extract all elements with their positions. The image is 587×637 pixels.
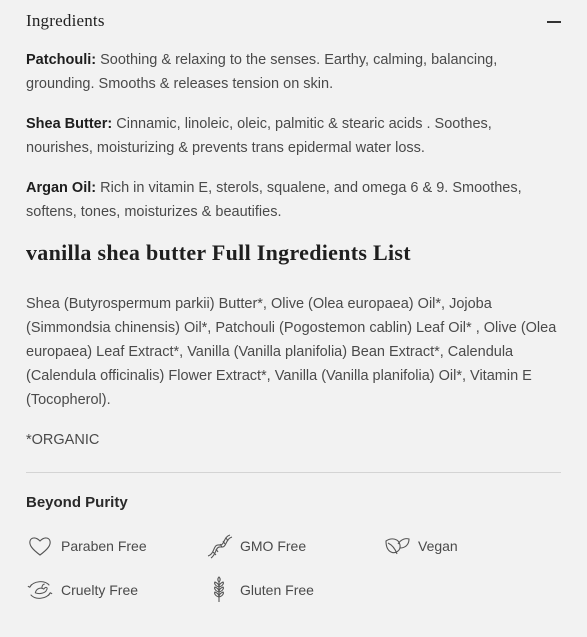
badge-label: Vegan bbox=[418, 538, 458, 554]
benefit-name: Argan Oil: bbox=[26, 180, 97, 196]
wheat-icon bbox=[205, 576, 233, 604]
dna-icon bbox=[205, 532, 233, 560]
benefit-name: Shea Butter: bbox=[26, 116, 113, 132]
badge-gluten-free bbox=[205, 576, 314, 604]
benefit-text: Rich in vitamin E, sterols, squalene, and omega 6 & 9. Smoothes, softens, tones, moisturizes & beautifies. bbox=[26, 180, 522, 220]
benefit-shea-butter bbox=[26, 112, 556, 160]
badge-paraben-free bbox=[26, 532, 147, 560]
bunny-icon bbox=[26, 576, 54, 604]
beyond-purity-title: Beyond Purity bbox=[26, 494, 128, 511]
leaf-icon bbox=[383, 532, 411, 560]
badge-label: Cruelty Free bbox=[61, 582, 139, 598]
minus-icon[interactable] bbox=[547, 21, 561, 23]
benefit-name: Patchouli: bbox=[26, 52, 97, 68]
badge-cruelty-free bbox=[26, 576, 138, 604]
heart-icon bbox=[26, 532, 54, 560]
badge-label: GMO Free bbox=[240, 538, 307, 554]
full-ingredients-title: vanilla shea butter Full Ingredients List bbox=[26, 240, 411, 265]
benefit-text: Cinnamic, linoleic, oleic, palmitic & stearic acids . Soothes, nourishes, moisturizing & prevents trans epidermal water loss. bbox=[26, 116, 492, 156]
badge-gmo-free bbox=[205, 532, 306, 560]
benefit-patchouli bbox=[26, 48, 556, 96]
section-divider bbox=[26, 472, 561, 473]
accordion-title: Ingredients bbox=[26, 11, 105, 30]
full-ingredients-text: Shea (Butyrospermum parkii) Butter*, Olive (Olea europaea) Oil*, Jojoba (Simmondsia chinensis) Oil*, Patchouli (Pogostemon cablin) Leaf Oil* , Olive (Olea europaea) Leaf Extract*, Vanilla (Vanilla planifolia) Bean Extract*, Calendula (Calendula officinalis) Flower Extract*, Vanilla (Vanilla planifolia) Oil*, Vitamin E (Tocopherol). bbox=[26, 296, 557, 408]
badge-label: Gluten Free bbox=[240, 582, 314, 598]
benefit-text: Soothing & relaxing to the senses. Earthy, calming, balancing, grounding. Smooths & releases tension on skin. bbox=[26, 52, 498, 92]
benefit-argan-oil bbox=[26, 176, 556, 224]
organic-note: *ORGANIC bbox=[26, 432, 100, 448]
badge-label: Paraben Free bbox=[61, 538, 147, 554]
badge-vegan bbox=[383, 532, 458, 560]
ingredients-accordion-header[interactable] bbox=[26, 11, 561, 37]
